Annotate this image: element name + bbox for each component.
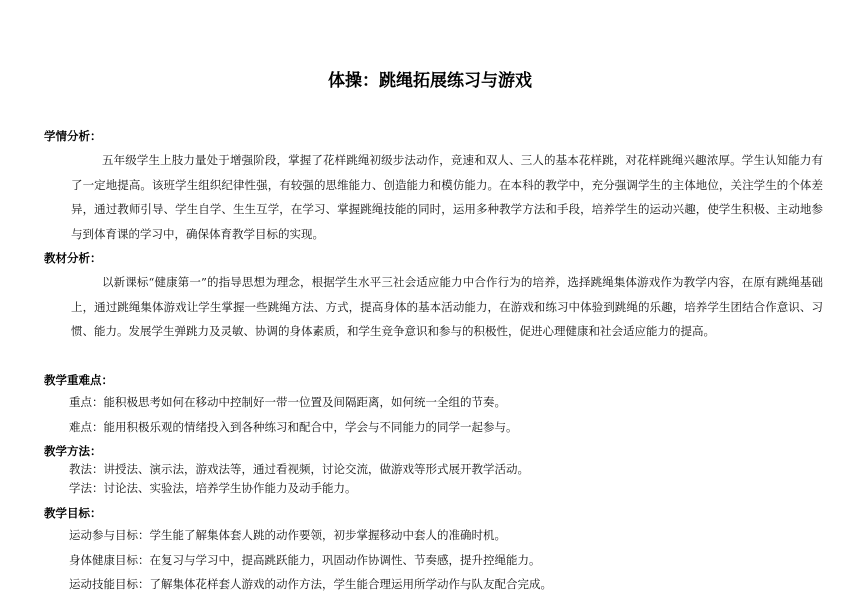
key-points-heading: 教学重难点： xyxy=(44,373,113,387)
teaching-method-line: 教法：讲授法、演示法，游戏法等，通过看视频，讨论交流，做游戏等形式展开教学活动。 xyxy=(69,462,529,476)
material-analysis-paragraph: 以新课标“健康第一”的指导思想为理念，根据学生水平三社会适应能力中合作行为的培养，选择跳绳集体游戏作为教学内容，在原有跳绳基础上，通过跳绳集体游戏让学生掌握一些跳绳方法、方式，提高身体的基本活动能力，在游戏和练习中体验到跳绳的乐趣，培养学生团结合作意识、习惯、能力。发展学生弹跳力及灵敏、协调的身体素质，和学生竞争意识和参与的积极性，促进心理健康和社会适应能力的提高。 xyxy=(71,275,823,339)
methods-heading: 教学方法： xyxy=(44,444,102,458)
focus-line: 重点：能积极思考如何在移动中控制好一带一位置及间隔距离，如何统一全组的节奏。 xyxy=(69,395,506,409)
student-analysis-paragraph: 五年级学生上肢力量处于增强阶段，掌握了花样跳绳初级步法动作，竞速和双人、三人的基本花样跳，对花样跳绳兴趣浓厚。学生认知能力有了一定地提高。该班学生组织纪律性强，有较强的思维能力、创造能力和模仿能力。在本科的教学中，充分强调学生的主体地位，关注学生的个体差异，通过教师引导、学生自学、生生互学，在学习、掌握跳绳技能的同时，运用多种教学方法和手段，培养学生的运动兴趣，使学生积极、主动地参与到体育课的学习中，确保体育教学目标的实现。 xyxy=(71,153,823,241)
document-title: 体操：跳绳拓展练习与游戏 xyxy=(328,71,532,91)
health-goal-line: 身体健康目标：在复习与学习中，提高跳跃能力，巩固动作协调性、节奏感，提升控绳能力。 xyxy=(69,553,541,567)
learning-method-line: 学法：讨论法、实验法，培养学生协作能力及动手能力。 xyxy=(69,481,357,495)
participation-goal-line: 运动参与目标：学生能了解集体套人跳的动作要领，初步掌握移动中套人的准确时机。 xyxy=(69,528,506,542)
goals-heading: 教学目标： xyxy=(44,506,102,520)
student-analysis-heading: 学情分析： xyxy=(44,129,102,143)
skill-goal-line: 运动技能目标：了解集体花样套人游戏的动作方法，学生能合理运用所学动作与队友配合完成。 xyxy=(69,577,552,591)
material-analysis-heading: 教材分析： xyxy=(44,251,102,265)
difficulty-line: 难点：能用积极乐观的情绪投入到各种练习和配合中，学会与不同能力的同学一起参与。 xyxy=(69,420,518,434)
